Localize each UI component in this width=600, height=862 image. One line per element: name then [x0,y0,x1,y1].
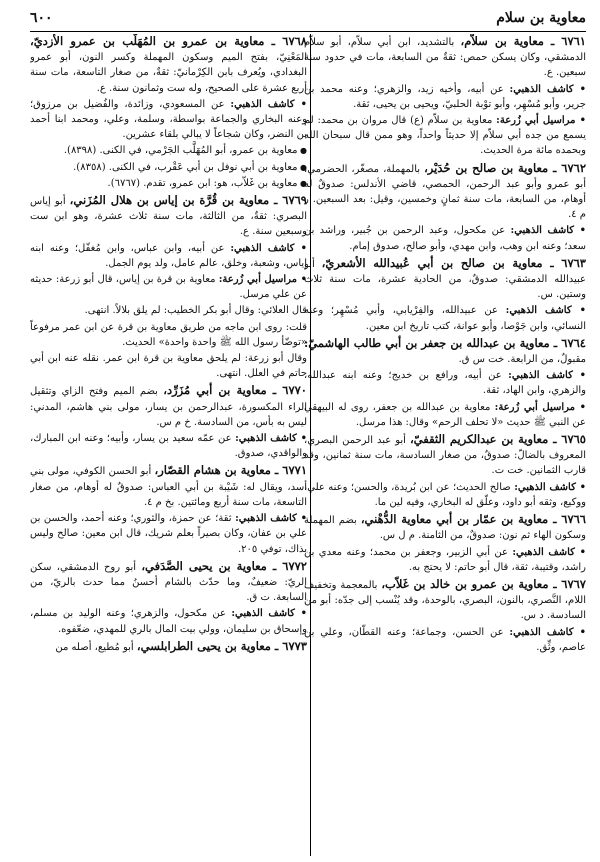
annotation-paragraph [30,606,307,636]
source-label: • كاشف الذهبي: [230,98,307,110]
entry-heading: ٦٧٦٩ ـ معاوية بن قُرَّة بن إياس بن هلال المُزَني، [69,193,307,208]
entry-heading: ٦٧٦٤ ـ معاوية بن عبدالله بن جعفر بن أبي طالب الهاشميّ: [304,335,586,350]
annotation-text: عن الحسن، وجماعة؛ وعنه القطّان، وعلي بن عاصم، وثِّق. [304,626,586,653]
annotation-text: عن عمّه سعيد بن يسار، وأبيه؛ وعنه ابن المبارك، والواقدي، صدوق. [30,433,307,460]
biography-entry [30,639,307,655]
annotation-text: معاوية بن سلاّم (ع) قال مروان بن محمد: لم يسمع من جده أبي سلاّم إلا حديثاً واحداً، وهو ممن قال سبحان الله وبحمده مائة مرة الحديث. [304,115,586,157]
source-label: • كاشف الذهبي: [235,513,307,525]
entry-main [304,256,586,303]
entry-main [30,193,307,240]
annotation-text: عن عبيدالله، والفِرْيابي، وأبي مُسْهِر؛ وعنه النسائي، وابن جَوْصا، وأبو عوانة، كتب تاريخ ابن معين. [304,305,586,332]
source-label: • كاشف الذهبي: [508,370,586,382]
biography-entry [30,559,307,637]
source-label: • كاشف الذهبي: [509,83,586,95]
annotation-text: وقال أبو زرعة: لم يلحق معاوية بن قرة ابن عمر. نقله عنه ابن أبي حاتم في العلل. انتهى. [30,353,307,380]
source-label: • كاشف الذهبي: [230,242,307,254]
entry-text: أبو عبد الرحمن البصري، المعروف بالضالّ: صدوقٌ، من صغار السادسة، مات سنة ثمانين، وقد قارب الثمانين. خت ت. [304,435,586,477]
annotation-text: عن أبيه، وابن عباس، وابن مُغفّل؛ وعنه ابنه إياس، وشعبة، وخلق، عالم عامل، ولد يوم الجمل. [30,242,307,269]
entry-heading: ٦٧٧٠ ـ معاوية بن أبي مُزَرِّد، [163,383,307,398]
annotation-paragraph [304,368,586,398]
right-column [304,34,586,858]
annotation-text: صالح الحديث؛ عن ابن بُريدة، والحسن؛ وعنه علي، ووكيع، وثقه أبو داود، وعلّق له البخاري، وفيه لين ما. [304,481,586,508]
entry-main [304,34,586,81]
annotation-text: عن أبي الزبير، وجعفر بن محمد؛ وعنه معدي بن راشد، وقتيبة، ثقة، قال أبو حاتم: لا يحتج به. [304,546,586,573]
running-header [30,8,586,28]
annotation-paragraph [304,223,586,253]
source-label: • كاشف الذهبي: [509,626,586,638]
entry-main [304,336,586,367]
annotation-text: معاوية بن أبي نوفل بن أبي عَقْرب، في الكنى. (٨٣٥٨). [73,161,298,173]
annotation-paragraph [30,303,307,318]
biography-entry [304,512,586,575]
entry-text: بضم المهملة وسكون الهاء ثم نون: صدوقٌ، من الثامنة. م ل س. [304,515,586,542]
entry-text: أبو عبيدالله الدمشقي: صدوقٌ، من الحادية عشرة، مات سنة ثلاث وستين. س. [304,258,586,301]
annotation-text: عن مكحول، والزهري؛ وعنه الوليد بن مسلم، وإسحاق بن سليمان، وولي بيت المال بالري للمهدي، ضعّفوه. [30,608,307,635]
entry-text: بالمعجمة وتخفيف اللام، النَّصري، بالنون، البصري، بالوحدة، وقد يُنْسب إلى جدّه: أبو من السادسة. د س. [304,579,586,622]
entry-text: بالمهملة، مصغّر، الحضرمي، أبو عمرو وأبو عبد الرحمن، الحمصي، قاضي الأندلس: صدوقٌ له أوهام، من السابعة، مات سنة ثمانٍ وخمسين، وقيل: بعد السبعين. ر م ٤. [304,163,586,221]
entry-main [304,512,586,543]
header-rule [30,31,586,32]
entry-heading: ٦٧٧١ ـ معاوية بن هشام القصّار، [154,463,307,478]
cross-reference [30,176,307,191]
annotation-paragraph [30,97,307,143]
biography-entry [30,463,307,556]
biography-entry [304,34,586,159]
biography-entry [30,383,307,461]
annotation-text: ثقة؛ عن حمزة، والثوري؛ وعنه أحمد، والحسن بن علي بن عفان، وكان بصيراً بعلم شريك، قال ابن معين: صالح وليس بذاك، توفي ٢٠٥. [30,513,307,555]
annotation-paragraph [304,545,586,575]
annotation-paragraph [304,400,586,430]
biography-entry [304,336,586,430]
annotation-text: عن أبيه، ورافع بن خديج؛ وعنه ابنه عبدالله، والزهري، وابن الهاد، ثقة. [304,370,586,397]
annotation-paragraph [30,272,307,302]
biography-entry [304,432,586,510]
entry-text: أبو الحسن الكوفي، مولى بني أسد، ويقال له: شَيْبة بن أبي العباس: صدوقٌ له أوهام، من صغار التاسعة، مات سنة أربع ومائتين. بخ م ٤. [30,466,307,508]
annotation-paragraph [30,351,307,381]
biography-entry [30,193,307,381]
entry-heading: ٦٧٦٨ ـ معاوية بن عمرو بن المُهَلّب بن عمرو الأزديّ، [30,34,307,48]
source-label: • كاشف الذهبي: [510,225,586,237]
entry-heading: ٦٧٧٢ ـ معاوية بن يحيى الصَّدَفي، [141,558,307,573]
entry-main [30,559,307,606]
annotation-text: معاوية بن غَلاّب، هو: ابن عمرو، تقدم. (٦٧٦٧). [107,177,298,189]
biography-entry [304,256,586,334]
entry-main [30,34,307,96]
source-label: • كاشف الذهبي: [235,433,307,445]
biography-entry [30,34,307,191]
annotation-paragraph [30,320,307,350]
entry-heading: ٦٧٦٧ ـ معاوية بن عمرو بن خالد بن غَلاّب، [381,576,586,591]
annotation-text: معاوية بن عمرو، أبو المُهَلَّب الجَرْمي، في الكنى. (٨٣٩٨). [63,145,298,157]
entry-main [30,463,307,510]
annotation-text: عن مكحول، وعبد الرحمن بن جُبير، وراشد بن سعد؛ وعنه ابن وهب، وابن مهدي، وأبو صالح، صدوق إمام. [304,225,586,252]
biography-entry [304,577,586,655]
entry-main [30,383,307,430]
cross-reference [30,143,307,158]
annotation-text: قال العلائي: وقال أبو بكر الخطيب: لم يلق بلالاً. انتهى. [84,305,307,317]
entry-text: أبو روح الدمشقي، سكن الريّ: ضعيفٌ، وما حدّث بالشام أحسنُ مما حدث بالريّ، من السابعة. ت ق. [30,561,307,604]
entry-heading: ٦٧٦٢ ـ معاوية بن صالح بن حُدَيْر، [424,160,586,175]
entry-text: أبو إياس البصري: ثقةٌ، من الثالثة، مات سنة ثلاث عشرة، وهو ابن ست وسبعين سنة. ع. [30,196,307,238]
annotation-text: معاوية بن قرة بن إياس، قال أبو زرعة: حديثه عن علي مرسل. [30,274,307,301]
entry-main [304,161,586,223]
annotation-paragraph [304,113,586,159]
running-title: معاوية بن سلام [496,10,586,26]
annotation-text: عن المسعودي، وزائدة، والفُضيل بن مرزوق؛ وعنه البخاري والجماعة بواسطة، وسلمة، وعلي، ومحمد ابنا أحمد بن النضر، وكان شجاعاً لا يبالي بلقاء عشرين. [30,98,307,141]
source-label: • كاشف الذهبي: [512,546,586,558]
annotation-paragraph [304,82,586,112]
source-label: • مراسيل أبي زُرعة: [496,115,586,127]
entry-heading: ٦٧٦٦ ـ معاوية بن عمّار بن أبي معاوية الدُّهْني، [360,512,586,527]
annotation-paragraph [304,303,586,333]
entry-main [304,432,586,479]
entry-text: بضم الميم وفتح الزاي وتثقيل الراء المكسورة، عبدالرحمن بن يسار، مولى بني هاشم، المدني: ليس به بأس، من السادسة. خ م س. [30,386,307,428]
entry-text: أبو مُطيع، أصله من [55,641,134,653]
annotation-text: عن أبيه، وأخيه زيد، والزهري؛ وعنه محمد بن جرير، وأبو مُسْهِر، وأبو توْبة الحلبيّ، ويحيى بن يحيى، ثقة. [304,83,586,110]
entry-heading: ٦٧٧٣ ـ معاوية بن يحيى الطرابلسي، [136,638,307,653]
annotation-paragraph [304,625,586,655]
page-number: ٦٠٠ [30,10,53,26]
annotation-paragraph [304,480,586,510]
entry-heading: ٦٧٦١ ـ معاوية بن سلاّم، [460,34,586,48]
annotation-text: قلت: روى ابن ماجه من طريق معاوية بن قرة عن ابن عمر مرفوعاً «توضّأ رسول الله ﷺ واحدة واحدة» الحديث. [30,321,307,348]
cross-reference [30,160,307,175]
entry-text: مقبولٌ، من الرابعة. خت س ق. [458,354,586,366]
entry-text: بالتشديد، ابن أبي سلاّم، أبو سلاّم الدمشقي، وكان يسكن حمص: ثقةٌ من السابعة، مات في حدود سنة سبعين. ع. [304,37,586,79]
annotation-text: معاوية بن عبدالله بن جعفر، روى له البيهقي عن النبي ﷺ حديث «لا تحلف الرحم» وقال: هذا مرسل. [304,401,586,428]
source-label: • مراسيل أبي زُرعة: [218,274,307,286]
source-label: • كاشف الذهبي: [505,305,586,317]
source-label: • كاشف الذهبي: [514,481,586,493]
left-column [30,34,307,858]
annotation-paragraph [30,431,307,461]
biography-entry [304,161,586,254]
source-label: • مراسيل أبي زُرعة: [494,401,586,413]
annotation-paragraph [30,511,307,557]
entry-main [304,577,586,624]
annotation-paragraph [30,241,307,271]
entry-heading: ٦٧٦٥ ـ معاوية بن عبدالكريم الثقفيّ، [409,432,586,447]
entry-main [30,639,307,655]
source-label: • كاشف الذهبي: [231,608,307,620]
entry-heading: ٦٧٦٣ ـ معاوية بن صالح بن أبي عُبيدالله الأشعريّ، [321,255,586,270]
entry-text: المَعْنِيّ، بفتح الميم وسكون المهملة وكسر النون، أبو عمرو البغدادي، ويُعرف بابن الكِرْمانيّ: ثقةٌ، من صغار التاسعة، مات سنة أربع عشرة على الصحيح، وله ست وثمانون سنة. ع. [30,52,307,94]
